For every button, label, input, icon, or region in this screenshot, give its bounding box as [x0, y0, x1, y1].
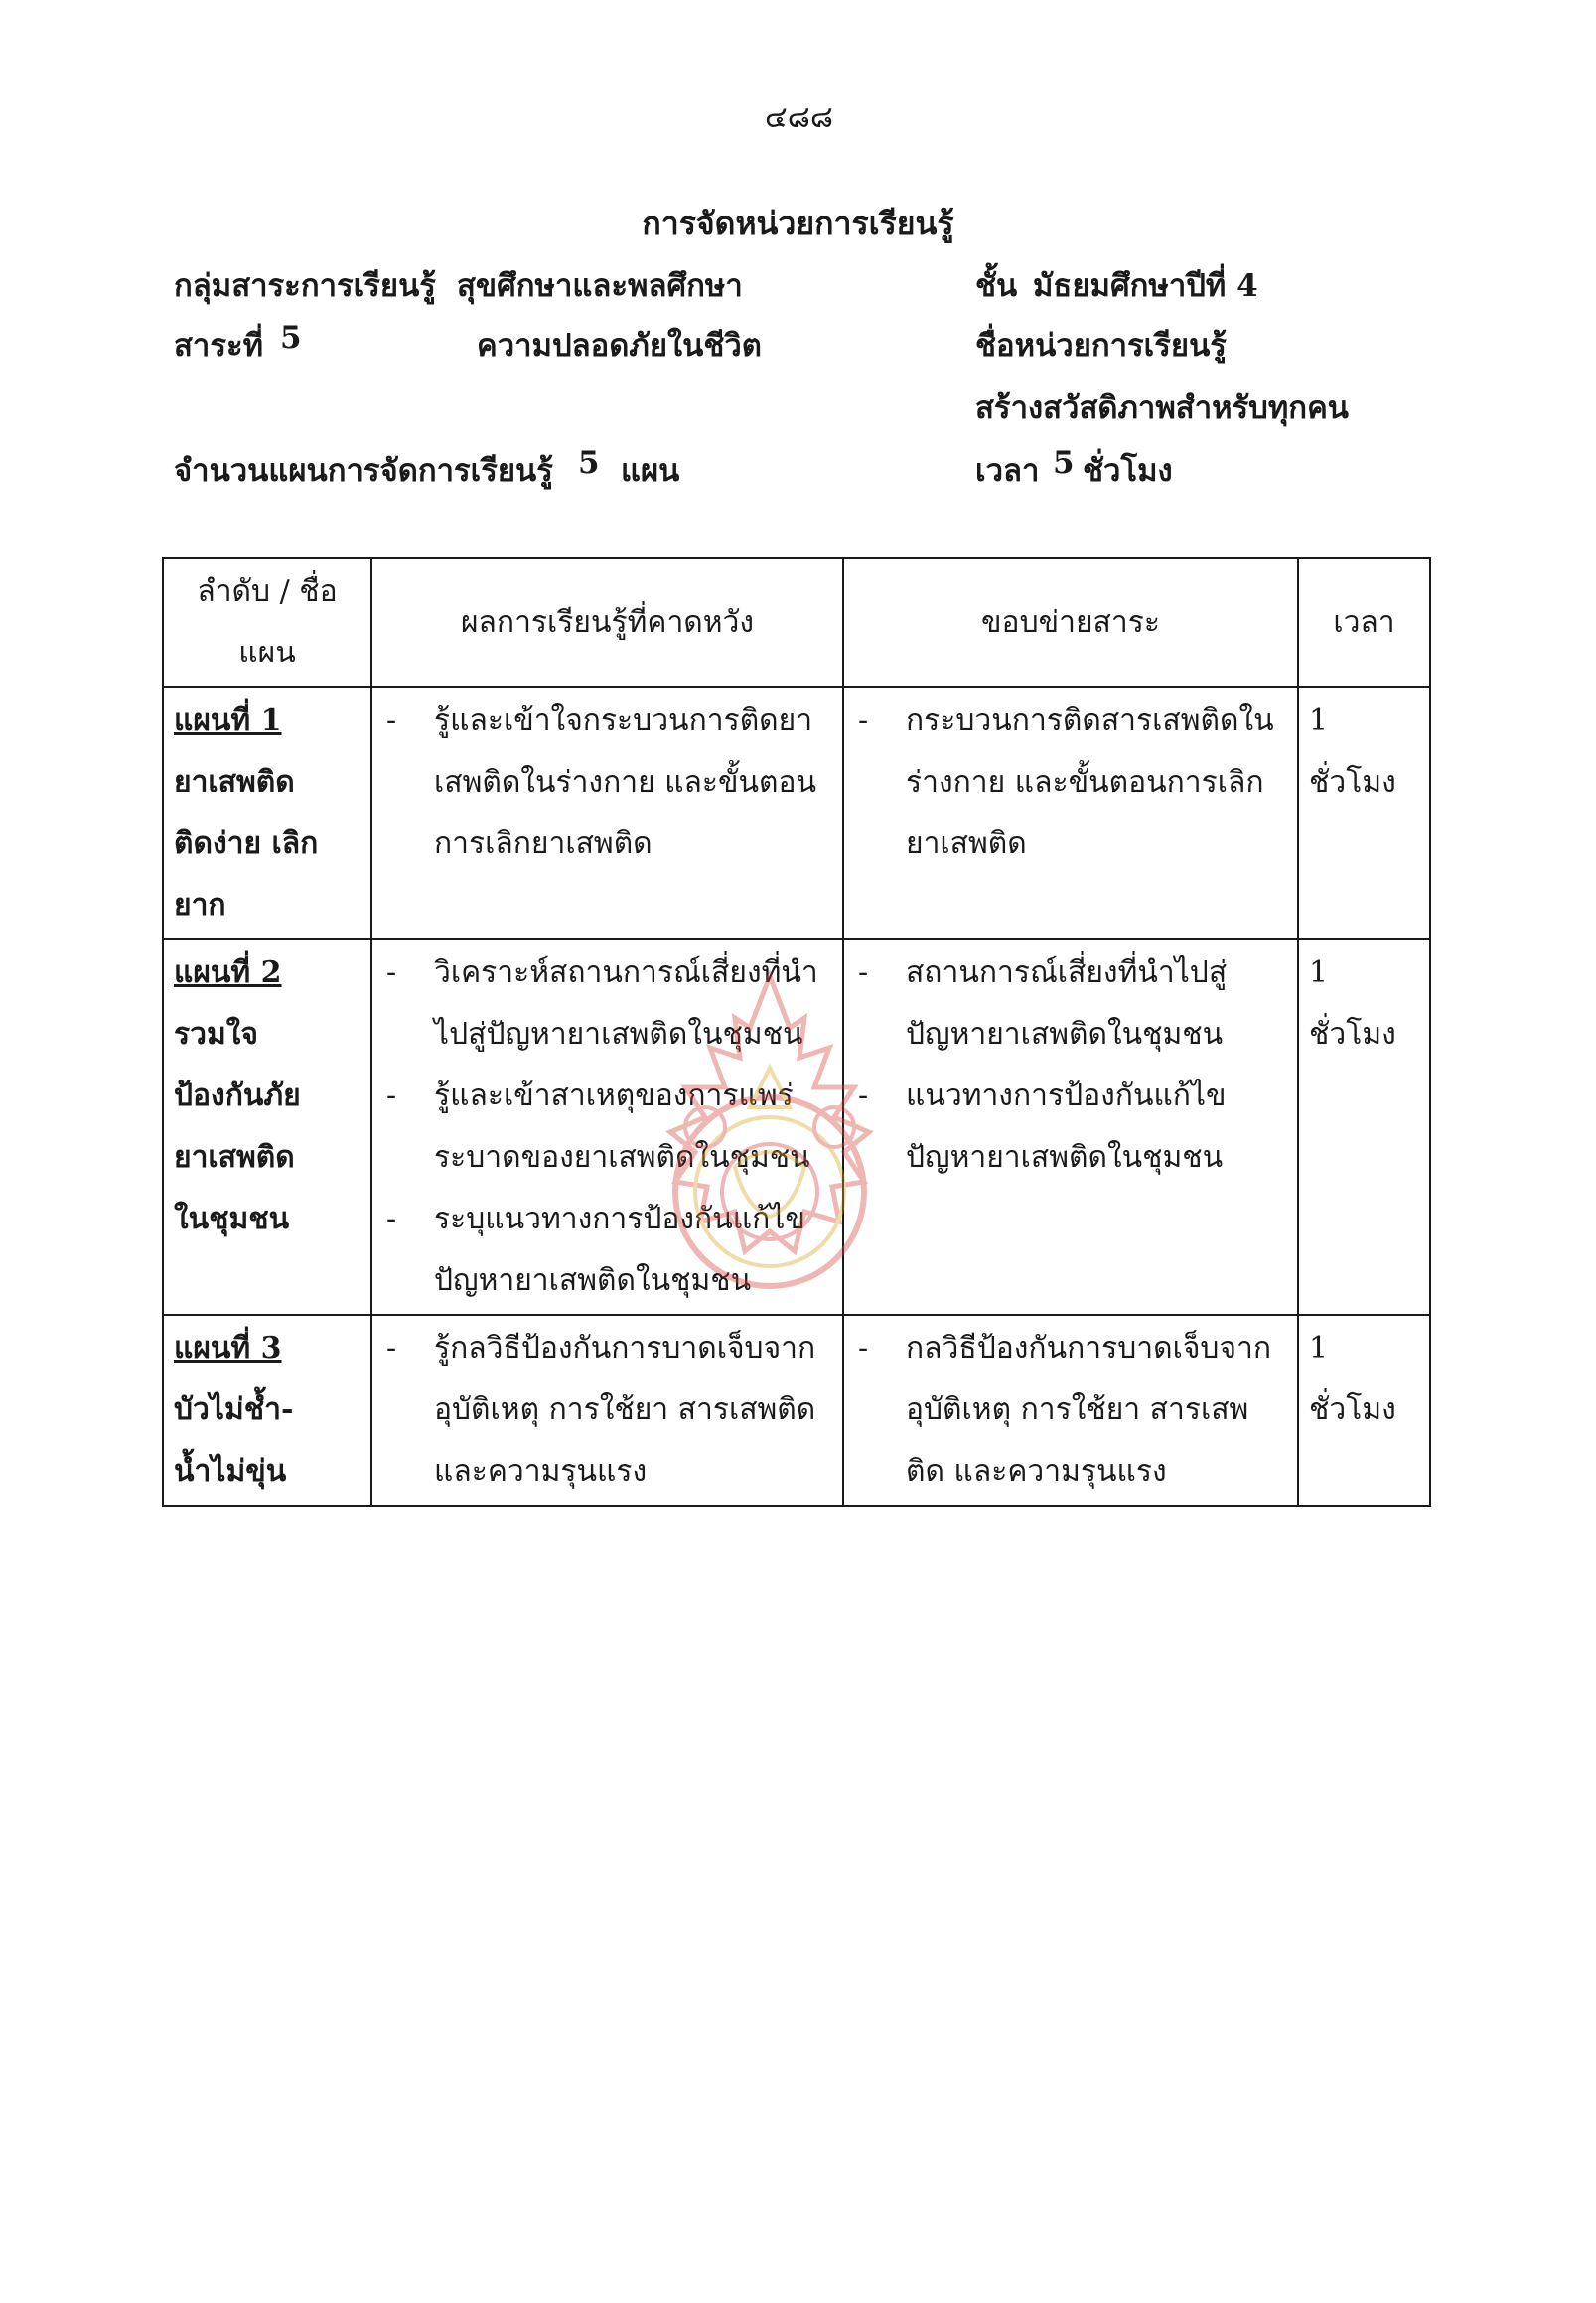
time-label: เวลา: [975, 453, 1040, 489]
plan-count-value: 5: [578, 445, 600, 481]
content-cell: [843, 939, 1298, 1315]
grade-value: มัธยมศึกษาปีที่ 4: [1033, 268, 1258, 304]
plan-name-line: ติดง่าย เลิกยาก: [174, 826, 319, 923]
time-cell: 1 ชั่วโมง: [1298, 939, 1430, 1315]
strand-label: สาระที่: [174, 328, 264, 363]
table-row: [163, 1315, 1430, 1506]
time-unit: ชั่วโมง: [1083, 453, 1173, 489]
page-number: ๔๘๘: [765, 100, 833, 135]
outcome-item: - รู้และเข้าสาเหตุของการแพร่ระบาดของยาเสพติดในชุมชน: [382, 1066, 832, 1189]
group-label: กลุ่มสาระการเรียนรู้: [174, 268, 436, 304]
document-title: การจัดหน่วยการเรียนรู้: [642, 205, 954, 242]
outcomes-cell: [371, 1315, 843, 1506]
unit-value: สร้างสวัสดิภาพสำหรับทุกคน: [975, 390, 1349, 426]
time-cell: 1 ชั่วโมง: [1298, 1315, 1430, 1506]
group-value: สุขศึกษาและพลศึกษา: [457, 268, 743, 304]
strand-value: ความปลอดภัยในชีวิต: [477, 328, 762, 363]
content-cell: [843, 687, 1298, 939]
content-item: - สถานการณ์เสี่ยงที่นำไปสู่ปัญหายาเสพติดในชุมชน: [854, 942, 1287, 1066]
table-header-row: [163, 558, 1430, 687]
table-row: [163, 687, 1430, 939]
plan-name-line: ยาเสพติด: [174, 765, 295, 799]
plan-count-label: จำนวนแผนการจัดการเรียนรู้: [174, 453, 553, 489]
plan-name-line: ป้องกันภัย: [174, 1079, 301, 1113]
time-value: 5: [1053, 445, 1075, 481]
learning-unit-table: [162, 557, 1431, 1507]
content-cell: [843, 1315, 1298, 1506]
plan-title: แผนที่ 2: [174, 955, 282, 990]
content-item: - แนวทางการป้องกันแก้ไขปัญหายาเสพติดในชุมชน: [854, 1066, 1287, 1189]
plan-title: แผนที่ 3: [174, 1331, 282, 1366]
outcome-item: - รู้กลวิธีป้องกันการบาดเจ็บจากอุบัติเหตุ การใช้ยา สารเสพติด และความรุนแรง: [382, 1318, 832, 1503]
outcomes-cell: [371, 687, 843, 939]
plan-title: แผนที่ 1: [174, 703, 282, 738]
plan-name-cell: [163, 939, 371, 1315]
plan-name-cell: [163, 687, 371, 939]
plan-name-line: ในชุมชน: [174, 1202, 290, 1236]
plan-name-cell: [163, 1315, 371, 1506]
outcome-item: - ระบุแนวทางการป้องกันแก้ไขปัญหายาเสพติดในชุมชน: [382, 1189, 832, 1312]
header-time: เวลา: [1298, 558, 1430, 687]
header-outcomes: ผลการเรียนรู้ที่คาดหวัง: [371, 558, 843, 687]
plan-name-line: น้ำไม่ขุ่น: [174, 1454, 287, 1489]
outcomes-cell: [371, 939, 843, 1315]
plan-name-line: บัวไม่ช้ำ-: [174, 1392, 294, 1427]
table-row: [163, 939, 1430, 1315]
grade-label: ชั้น: [975, 268, 1018, 304]
header-plan: ลำดับ / ชื่อแผน: [163, 558, 371, 687]
unit-label: ชื่อหน่วยการเรียนรู้: [975, 328, 1227, 363]
plan-count-unit: แผน: [621, 453, 680, 489]
strand-number: 5: [280, 320, 302, 356]
content-item: - กระบวนการติดสารเสพติดในร่างกาย และขั้นตอนการเลิกยาเสพติด: [854, 690, 1287, 875]
header-content: ขอบข่ายสาระ: [843, 558, 1298, 687]
time-cell: 1 ชั่วโมง: [1298, 687, 1430, 939]
content-item: - กลวิธีป้องกันการบาดเจ็บจากอุบัติเหตุ การใช้ยา สารเสพติด และความรุนแรง: [854, 1318, 1287, 1503]
plan-name-line: ยาเสพติด: [174, 1140, 295, 1175]
plan-title-suffix: รวมใจ: [174, 1017, 258, 1052]
outcome-item: - วิเคราะห์สถานการณ์เสี่ยงที่นำไปสู่ปัญหายาเสพติดในชุมชน: [382, 942, 832, 1066]
outcome-item: - รู้และเข้าใจกระบวนการติดยาเสพติดในร่างกาย และขั้นตอนการเลิกยาเสพติด: [382, 690, 832, 875]
